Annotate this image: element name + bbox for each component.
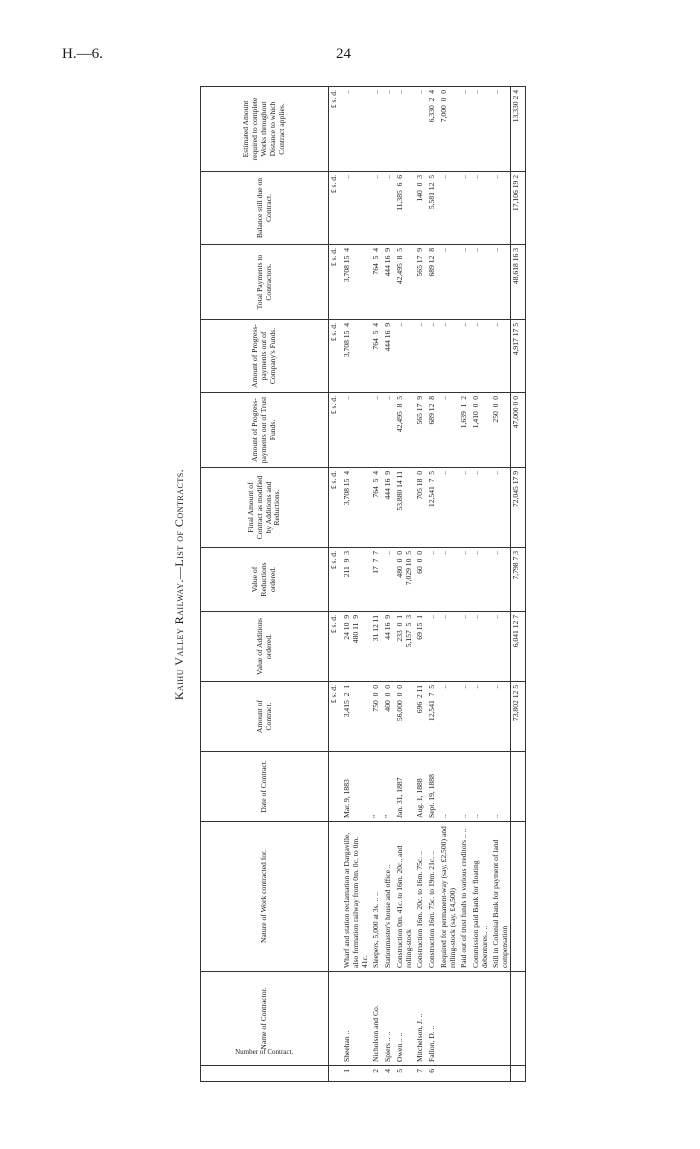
col-header-company-payments: Amount of Progress-payments out of Company's Funds. [201, 320, 329, 393]
document-reference: H.—6. [62, 46, 103, 62]
cell-trust-payments: 42,495 8 5 [395, 393, 415, 468]
cell-total-payments: 565 17 9 [415, 245, 427, 320]
col-header-contractor: Name of Contractor. [201, 972, 329, 1066]
cell-company-payments: .. [415, 320, 427, 393]
total-cell: 4,917 17 5 [511, 320, 526, 393]
cell-number [439, 1066, 459, 1082]
cell-amount: 3,415 2 1 [342, 682, 371, 752]
cell-contractor: Fallon, D. .. [427, 972, 439, 1066]
unit-cell [329, 1066, 343, 1082]
cell-final-amount: 3,708 15 4 [342, 468, 371, 548]
table-row [342, 87, 371, 1082]
table-row [371, 87, 383, 1082]
cell-nature: Commission paid Bank for floating debentures.. .. [471, 822, 491, 972]
table-row [459, 87, 471, 1082]
cell-trust-payments: 565 17 9 [415, 393, 427, 468]
header-row [201, 87, 329, 1082]
cell-amount: 400 0 0 [383, 682, 395, 752]
cell-reductions: 17 7 7 [371, 548, 383, 612]
col-header-trust-payments: Amount of Progress-payments out of Trust Funds. [201, 393, 329, 468]
cell-final-amount: 53,880 14 11 [395, 468, 415, 548]
cell-contractor: Nicholson and Co. [371, 972, 383, 1066]
unit-cell: £ s. d. [329, 87, 343, 172]
cell-contractor [491, 972, 511, 1066]
cell-estimated: 6,330 2 4 [427, 87, 439, 172]
total-cell: 6,041 12 7 [511, 612, 526, 682]
cell-balance: .. [439, 172, 459, 245]
total-cell: 13,330 2 4 [511, 87, 526, 172]
cell-trust-payments: 689 12 8 [427, 393, 439, 468]
cell-number: 6 [427, 1066, 439, 1082]
cell-trust-payments: .. [439, 393, 459, 468]
cell-number: 4 [383, 1066, 395, 1082]
total-cell: 48,618 16 3 [511, 245, 526, 320]
cell-number: 1 [342, 1066, 371, 1082]
col-header-reductions: Value of Reductions ordered. [201, 548, 329, 612]
cell-amount: .. [491, 682, 511, 752]
cell-date: .. [459, 752, 471, 822]
total-cell [511, 752, 526, 822]
table-row [383, 87, 395, 1082]
cell-total-payments: .. [471, 245, 491, 320]
cell-total-payments: .. [491, 245, 511, 320]
cell-additions: .. [439, 612, 459, 682]
cell-number: 7 [415, 1066, 427, 1082]
cell-balance: .. [459, 172, 471, 245]
cell-estimated: .. [471, 87, 491, 172]
cell-nature: Sleepers, 5,000 at 3s. .. .. [371, 822, 383, 972]
cell-final-amount: 764 5 4 [371, 468, 383, 548]
cell-estimated: .. [371, 87, 383, 172]
cell-additions: .. [459, 612, 471, 682]
cell-estimated: .. [491, 87, 511, 172]
cell-nature: Construction 0m. 41c. to 16m. 20c., and rolling-stock [395, 822, 415, 972]
cell-balance: .. [491, 172, 511, 245]
cell-number [459, 1066, 471, 1082]
cell-final-amount: .. [491, 468, 511, 548]
cell-total-payments: 42,495 8 5 [395, 245, 415, 320]
col-header-balance: Balance still due on Contract. [201, 172, 329, 245]
cell-number [471, 1066, 491, 1082]
cell-estimated: .. [383, 87, 395, 172]
page-number: 24 [336, 46, 351, 62]
cell-additions: 24 10 9 480 11 9 [342, 612, 371, 682]
cell-nature: Wharf and station reclamation at Dargaville, also formation railway from 0m. 0c. to 0m. 41c. [342, 822, 371, 972]
cell-nature: Paid out of trust funds to various creditors .. .. [459, 822, 471, 972]
cell-company-payments: .. [459, 320, 471, 393]
cell-nature: Construction 16m. 75c. to 19m. 21c. .. [427, 822, 439, 972]
cell-company-payments: .. [471, 320, 491, 393]
total-cell: 17,106 19 2 [511, 172, 526, 245]
cell-additions: .. [427, 612, 439, 682]
cell-reductions: 211 9 3 [342, 548, 371, 612]
cell-company-payments: 444 16 9 [383, 320, 395, 393]
cell-amount: 696 2 11 [415, 682, 427, 752]
total-cell: 72,045 17 9 [511, 468, 526, 548]
cell-amount: .. [471, 682, 491, 752]
cell-balance: 5,581 12 5 [427, 172, 439, 245]
cell-reductions: .. [491, 548, 511, 612]
cell-total-payments: 689 12 8 [427, 245, 439, 320]
contracts-sheet [170, 87, 585, 1082]
cell-total-payments: .. [459, 245, 471, 320]
total-cell [511, 822, 526, 972]
cell-final-amount: 12,541 7 5 [427, 468, 439, 548]
cell-additions: 233 0 1 5,157 5 3 [395, 612, 415, 682]
cell-contractor: Owen .. .. [395, 972, 415, 1066]
unit-cell: £ s. d. [329, 682, 343, 752]
unit-cell: £ s. d. [329, 172, 343, 245]
table-title: Kaihu Valley Railway.—List of Contracts. [172, 468, 186, 701]
col-header-number: Number of Contract. [201, 1066, 329, 1082]
cell-additions: .. [471, 612, 491, 682]
cell-amount: 56,000 0 0 [395, 682, 415, 752]
cell-reductions: 480 0 0 7,029 10 5 [395, 548, 415, 612]
cell-date: " [371, 752, 383, 822]
cell-reductions: .. [439, 548, 459, 612]
cell-estimated: 7,000 0 0 [439, 87, 459, 172]
cell-nature: Required for permanent-way (say, £2,500) and rolling-stock (say, £4,500) [439, 822, 459, 972]
unit-cell: £ s. d. [329, 393, 343, 468]
cell-trust-payments: 1,639 1 2 [459, 393, 471, 468]
cell-balance: .. [371, 172, 383, 245]
cell-date: Jan. 31, 1887 [395, 752, 415, 822]
cell-company-payments: 3,708 15 4 [342, 320, 371, 393]
cell-reductions: .. [383, 548, 395, 612]
cell-total-payments: .. [439, 245, 459, 320]
unit-cell [329, 972, 343, 1066]
total-cell: 47,000 0 0 [511, 393, 526, 468]
cell-amount: .. [439, 682, 459, 752]
cell-company-payments: 764 5 4 [371, 320, 383, 393]
unit-cell: £ s. d. [329, 245, 343, 320]
table-row [471, 87, 491, 1082]
cell-trust-payments: .. [342, 393, 371, 468]
table-row [491, 87, 511, 1082]
cell-contractor [459, 972, 471, 1066]
cell-estimated: .. [459, 87, 471, 172]
cell-estimated: .. [395, 87, 415, 172]
unit-cell: £ s. d. [329, 468, 343, 548]
cell-additions: 44 16 9 [383, 612, 395, 682]
col-header-amount: Amount of Contract. [201, 682, 329, 752]
cell-nature: Still in Colonial Bank for payment of land compensation [491, 822, 511, 972]
units-row [329, 87, 343, 1082]
cell-company-payments: .. [395, 320, 415, 393]
cell-company-payments: .. [439, 320, 459, 393]
unit-cell: £ s. d. [329, 612, 343, 682]
cell-balance: 140 0 3 [415, 172, 427, 245]
cell-contractor: Spiers .. .. [383, 972, 395, 1066]
cell-trust-payments: 1,410 0 0 [471, 393, 491, 468]
cell-balance: .. [383, 172, 395, 245]
cell-nature: Construction 16m. 20c. to 16m. 75c. .. [415, 822, 427, 972]
cell-total-payments: 3,708 15 4 [342, 245, 371, 320]
cell-contractor: Mitchelson, J. .. [415, 972, 427, 1066]
cell-amount: 12,541 7 5 [427, 682, 439, 752]
total-cell [511, 972, 526, 1066]
cell-company-payments: .. [491, 320, 511, 393]
unit-cell: £ s. d. [329, 320, 343, 393]
col-header-date: Date of Contract. [201, 752, 329, 822]
cell-balance: .. [471, 172, 491, 245]
col-header-total-payments: Total Payments to Contractors. [201, 245, 329, 320]
cell-number: 2 [371, 1066, 383, 1082]
col-header-nature-of-work: Nature of Work contracted for. [201, 822, 329, 972]
cell-date: .. [471, 752, 491, 822]
cell-company-payments: .. [427, 320, 439, 393]
cell-total-payments: 444 16 9 [383, 245, 395, 320]
cell-additions: 31 12 11 [371, 612, 383, 682]
total-cell [511, 1066, 526, 1082]
cell-contractor [439, 972, 459, 1066]
table-row [439, 87, 459, 1082]
cell-balance: .. [342, 172, 371, 245]
cell-nature: Stationmaster's house and office .. [383, 822, 395, 972]
cell-trust-payments: .. [371, 393, 383, 468]
total-cell: 7,798 7 3 [511, 548, 526, 612]
cell-final-amount: .. [439, 468, 459, 548]
cell-date: " [383, 752, 395, 822]
cell-date: Sept. 19, 1888 [427, 752, 439, 822]
cell-reductions: .. [459, 548, 471, 612]
cell-date: .. [439, 752, 459, 822]
cell-estimated: .. [415, 87, 427, 172]
cell-final-amount: .. [471, 468, 491, 548]
cell-final-amount: .. [459, 468, 471, 548]
col-header-final-amount: Final Amount of Contract as modified by Additions and Reductions. [201, 468, 329, 548]
totals-row [511, 87, 526, 1082]
cell-total-payments: 764 5 4 [371, 245, 383, 320]
cell-trust-payments: 250 0 0 [491, 393, 511, 468]
cell-final-amount: 705 18 0 [415, 468, 427, 548]
cell-contractor: Sheehan .. [342, 972, 371, 1066]
cell-amount: 750 0 0 [371, 682, 383, 752]
total-cell: 73,802 12 5 [511, 682, 526, 752]
cell-estimated: .. [342, 87, 371, 172]
col-header-additions: Value of Additions ordered. [201, 612, 329, 682]
cell-additions: .. [491, 612, 511, 682]
contracts-table [200, 86, 526, 1082]
table-row [415, 87, 427, 1082]
unit-cell: £ s. d. [329, 548, 343, 612]
unit-cell [329, 822, 343, 972]
table-row [395, 87, 415, 1082]
cell-date: Aug. 1, 1888 [415, 752, 427, 822]
cell-date: .. [491, 752, 511, 822]
cell-amount: .. [459, 682, 471, 752]
cell-reductions: 60 0 0 [415, 548, 427, 612]
cell-reductions: .. [471, 548, 491, 612]
cell-date: Mar. 9, 1883 [342, 752, 371, 822]
table-row [427, 87, 439, 1082]
cell-number: 5 [395, 1066, 415, 1082]
cell-reductions: .. [427, 548, 439, 612]
col-header-estimated: Estimated Amount required to complete Works throughout Distance to which Contract applies. [201, 87, 329, 172]
unit-cell [329, 752, 343, 822]
cell-final-amount: 444 16 9 [383, 468, 395, 548]
cell-additions: 69 15 1 [415, 612, 427, 682]
cell-balance: 11,385 6 6 [395, 172, 415, 245]
cell-number [491, 1066, 511, 1082]
cell-trust-payments: .. [383, 393, 395, 468]
cell-contractor [471, 972, 491, 1066]
